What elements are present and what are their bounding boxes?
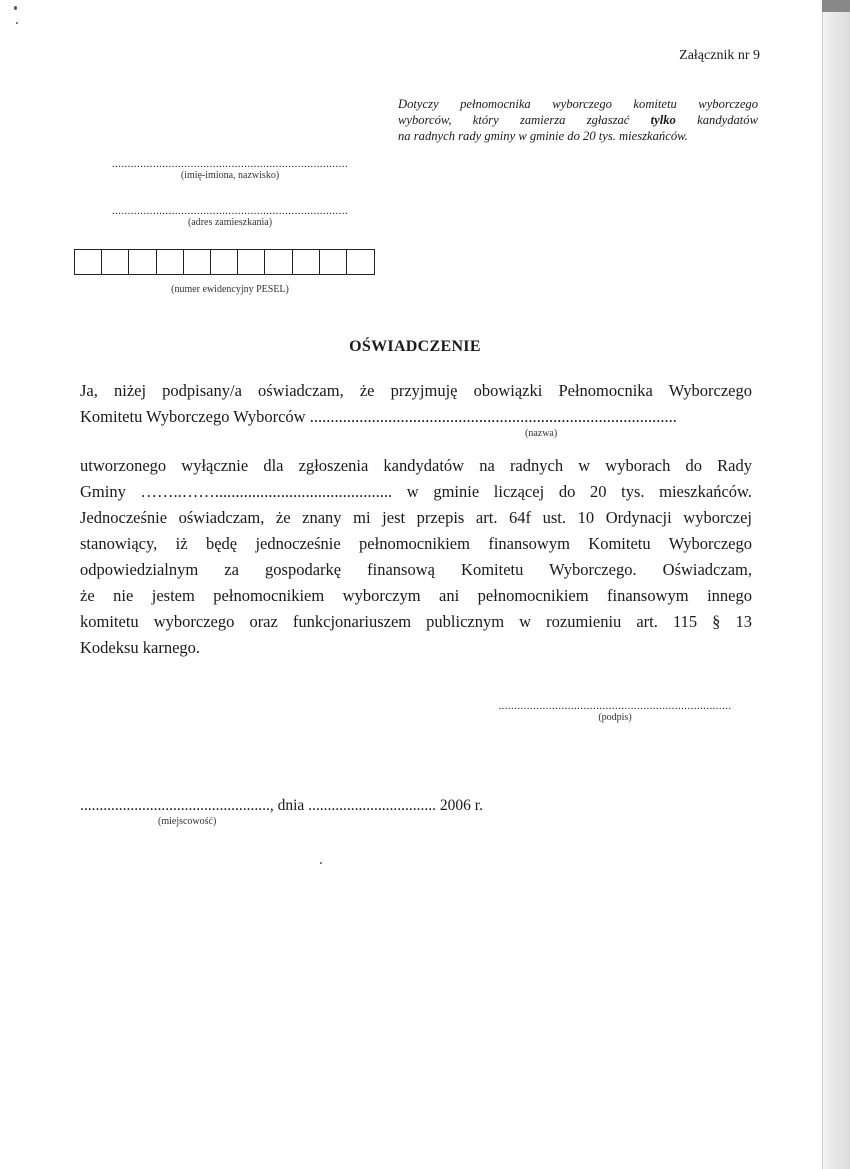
pesel-digit-box[interactable]: [129, 250, 156, 274]
nazwa-caption: (nazwa): [525, 428, 558, 439]
body-line: że nie jestem pełnomocnikiem wyborczym ani pełnomocnikiem finansowym innego: [80, 586, 752, 605]
name-field[interactable]: [78, 158, 382, 182]
scope-note-line: wyborców, który zamierza zgłaszać tylko kandydatów: [398, 113, 758, 127]
scan-speck: [14, 6, 17, 10]
address-dots: ...........................................................................: [111, 205, 349, 217]
scan-speck: [16, 22, 18, 24]
pesel-digit-box[interactable]: [293, 250, 320, 274]
pesel-digit-box[interactable]: [75, 250, 102, 274]
pesel-digit-box[interactable]: [265, 250, 292, 274]
body-line: Kodeksu karnego.: [80, 638, 201, 657]
scope-note-line: na radnych rady gminy w gminie do 20 tys. mieszkańców.: [398, 129, 688, 143]
address-field[interactable]: [78, 205, 382, 229]
scan-speck: [320, 862, 322, 864]
pesel-digit-box[interactable]: [184, 250, 211, 274]
pesel-boxes[interactable]: [74, 249, 375, 275]
pesel-digit-box[interactable]: [102, 250, 129, 274]
scan-edge: [822, 0, 850, 1169]
document-title: OŚWIADCZENIE: [349, 338, 481, 355]
gmina-line[interactable]: Gminy ……..……........................................... w gminie liczącej do 20 tys. mieszkańców.: [80, 482, 752, 501]
scan-edge-mark: [822, 0, 850, 12]
name-caption: (imię-imiona, nazwisko): [180, 170, 280, 181]
signature-dots: ..........................................................................: [498, 700, 732, 712]
pesel-caption-wrap: [78, 284, 382, 296]
committee-name-line[interactable]: Komitetu Wyborczego Wyborców .........................................................................................: [80, 407, 677, 426]
scan-edge-line: [822, 0, 823, 1169]
name-dots: ...........................................................................: [111, 158, 349, 170]
place-caption: (miejscowość): [158, 816, 217, 827]
pesel-digit-box[interactable]: [238, 250, 265, 274]
declaration-body: [80, 453, 752, 661]
body-line: stanowiący, iż będę jednocześnie pełnomocnikiem finansowym Komitetu Wyborczego: [80, 534, 752, 553]
body-line: Jednocześnie oświadczam, że znany mi jest przepis art. 64f ust. 10 Ordynacji wyborczej: [80, 508, 752, 527]
signature-caption: (podpis): [598, 712, 632, 723]
scope-note-line: Dotyczy pełnomocnika wyborczego komitetu wyborczego: [398, 97, 758, 111]
annex-label: Załącznik nr 9: [679, 48, 760, 63]
pesel-digit-box[interactable]: [211, 250, 238, 274]
body-line: komitetu wyborczego oraz funkcjonariuszem publicznym w rozumieniu art. 115 § 13: [80, 612, 752, 631]
body-line: utworzonego wyłącznie dla zgłoszenia kandydatów na radnych w wyborach do Rady: [80, 456, 752, 475]
place-date-line[interactable]: ................................................., dnia ................................. 2006 r.: [80, 797, 483, 814]
pesel-caption: (numer ewidencyjny PESEL): [171, 284, 289, 295]
body-line: Ja, niżej podpisany/a oświadczam, że przyjmuję obowiązki Pełnomocnika Wyborczego: [80, 381, 752, 400]
signature-field[interactable]: [476, 700, 754, 724]
pesel-digit-box[interactable]: [347, 250, 374, 274]
pesel-digit-box[interactable]: [157, 250, 184, 274]
body-line: odpowiedzialnym za gospodarkę finansową Komitetu Wyborczego. Oświadczam,: [80, 560, 752, 579]
declaration-opening: [80, 378, 752, 430]
scope-note: [398, 96, 758, 144]
pesel-digit-box[interactable]: [320, 250, 347, 274]
address-caption: (adres zamieszkania): [187, 217, 273, 228]
